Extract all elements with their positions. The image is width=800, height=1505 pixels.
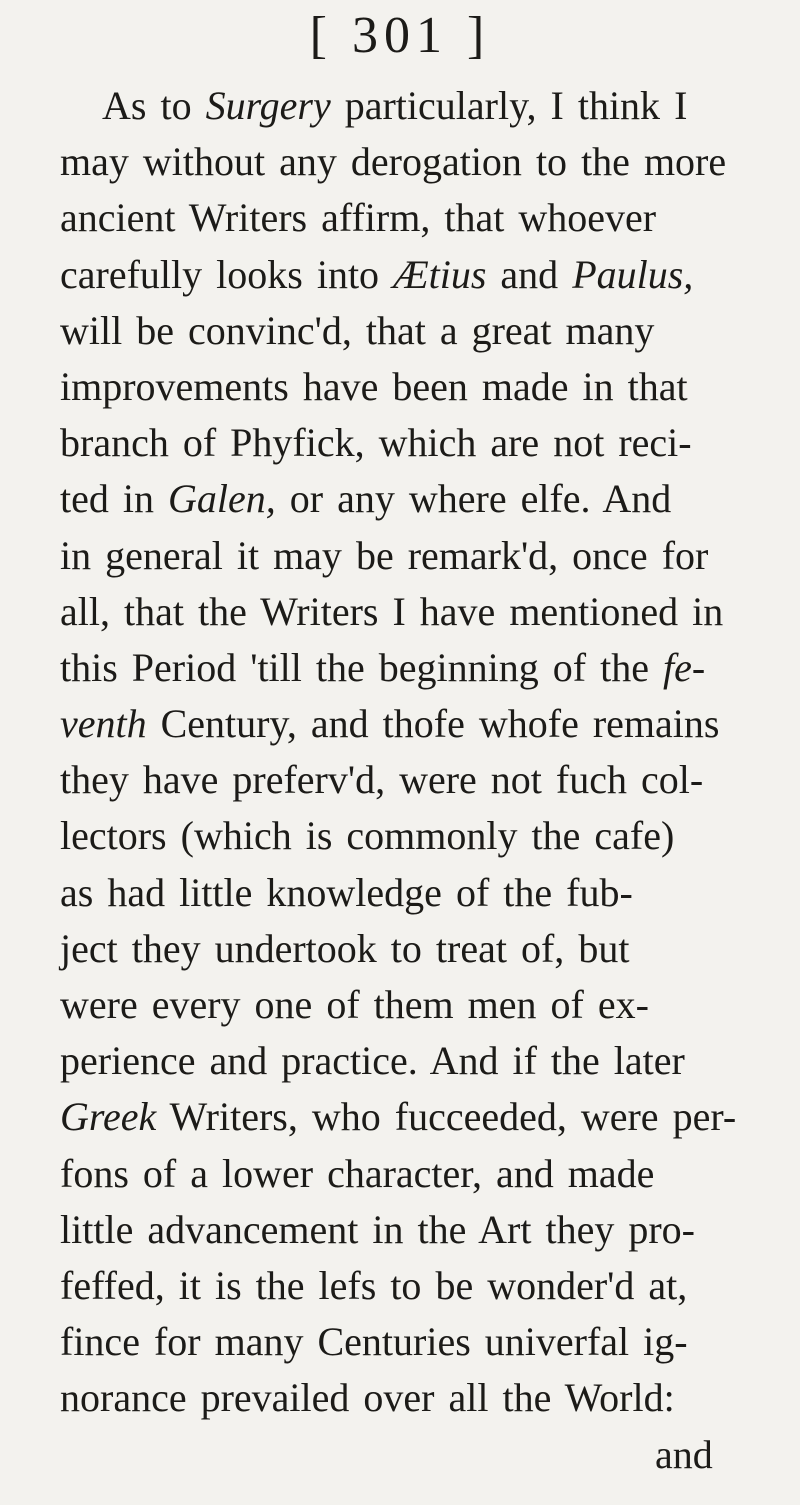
text-line: fons of a lower character, and made: [60, 1150, 655, 1196]
text-line: in general it may be remark'd, once for: [60, 532, 709, 578]
text-line: fince for many Centuries univerfal ig-: [60, 1319, 688, 1365]
italic-word: Surgery: [205, 83, 331, 128]
text-line: ted in Galen, or any where elfe. And: [60, 476, 672, 522]
catchword: and: [655, 1431, 713, 1477]
text-line: ject they undertook to treat of, but: [60, 925, 630, 971]
text-line: carefully looks into Ætius and Paulus,: [60, 251, 694, 297]
text-line: may without any derogation to the more: [60, 139, 727, 185]
text-line: As to Surgery particularly, I think I: [102, 83, 688, 128]
text-line: perience and practice. And if the later: [60, 1038, 685, 1084]
text-line: Greek Writers, who fucceeded, were per-: [60, 1094, 737, 1140]
text-line: norance prevailed over all the World:: [60, 1375, 675, 1421]
italic-word: Ætius: [393, 251, 487, 297]
text-line: improvements have been made in that: [60, 363, 688, 409]
italic-word: Greek: [60, 1094, 157, 1140]
text-line: ancient Writers affirm, that whoever: [60, 195, 657, 241]
text-line: branch of Phyfick, which are not reci-: [60, 420, 692, 466]
page-number: [ 301 ]: [309, 7, 491, 64]
italic-word: venth: [60, 701, 147, 747]
body-text: [60, 78, 800, 1483]
text-line: as had little knowledge of the fub-: [60, 869, 633, 915]
text-line: were every one of them men of ex-: [60, 982, 649, 1027]
text-line: little advancement in the Art they pro-: [60, 1206, 695, 1252]
text-line: lectors (which is commonly the cafe): [60, 813, 675, 859]
text-line: they have preferv'd, were not fuch col-: [60, 757, 704, 803]
text-line: venth Century, and thofe whofe remains: [60, 701, 720, 747]
italic-word: fe-: [662, 644, 706, 690]
text-line: this Period 'till the beginning of the fe-: [60, 644, 706, 690]
text-line: will be convinc'd, that a great many: [60, 307, 655, 353]
italic-word: Galen,: [168, 476, 276, 522]
text-line: all, that the Writers I have mentioned in: [60, 588, 724, 634]
text-line: feffed, it is the lefs to be wonder'd at,: [60, 1262, 688, 1308]
italic-word: Paulus,: [572, 251, 694, 297]
